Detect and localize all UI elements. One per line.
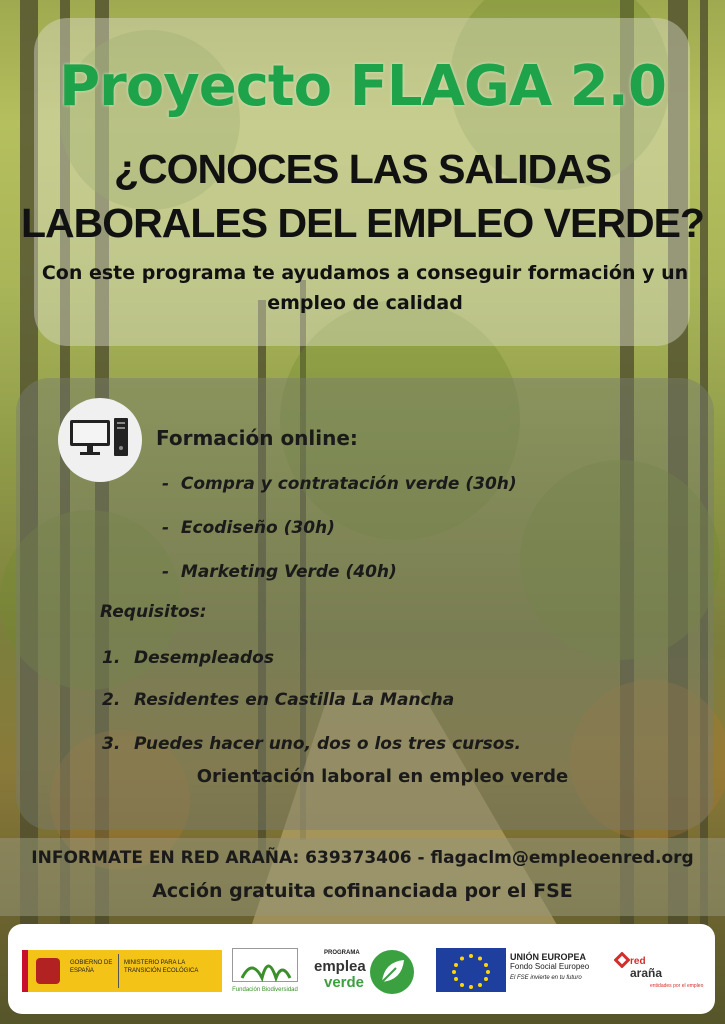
course-label: Ecodiseño (30h) [180, 518, 335, 538]
arana-text: araña [630, 966, 663, 980]
course-item: - Marketing Verde (40h) [162, 562, 397, 582]
eu-flag-icon [436, 948, 506, 992]
contact-info: INFORMATE EN RED ARAÑA: 639373406 - flagaclm@empleoenred.org [31, 848, 694, 868]
requirement-item: 3. Puedes hacer uno, dos o los tres cursos. [102, 734, 522, 754]
eu-title: UNIÓN EUROPEA [510, 952, 587, 962]
requirement-item: 1. Desempleados [102, 648, 274, 668]
course-item: - Compra y contratación verde (30h) [162, 474, 517, 494]
funding-note: Acción gratuita cofinanciada por el FSE [152, 880, 573, 902]
requirement-label: Puedes hacer uno, dos o los tres cursos. [134, 734, 522, 754]
subtitle: Con este programa te ayudamos a conseguir formación y un empleo de calidad [41, 262, 689, 314]
gobierno-logo [22, 950, 222, 992]
emplea-text: emplea [314, 958, 366, 975]
sponsor-logos-footer [8, 924, 715, 1014]
question-line-2: LABORALES DEL EMPLEO VERDE? [21, 200, 704, 246]
gobierno-text: GOBIERNO DE ESPAÑA [70, 960, 113, 974]
course-item: - Ecodiseño (30h) [162, 518, 335, 538]
red-arana-icon [614, 952, 630, 968]
verde-text: verde [324, 974, 365, 991]
computer-icon [68, 416, 132, 460]
programa-text: PROGRAMA [324, 950, 360, 956]
requirement-label: Desempleados [134, 648, 274, 668]
fundacion-text: Fundación Biodiversidad [232, 987, 298, 993]
ministerio-text: MINISTERIO PARA LA TRANSICIÓN ECOLÓGICA [124, 960, 199, 974]
eu-text-block [510, 952, 610, 981]
requirement-label: Residentes en Castilla La Mancha [134, 690, 455, 710]
course-label: Marketing Verde (40h) [180, 562, 397, 582]
orientation-text: Orientación laboral en empleo verde [196, 766, 569, 787]
red-text: red [630, 956, 646, 967]
red-arana-tagline: entidades por el empleo [650, 983, 704, 989]
grass-icon [232, 948, 298, 982]
red-arana-logo [614, 950, 710, 998]
leaf-icon [370, 950, 414, 994]
course-label: Compra y contratación verde (30h) [180, 474, 517, 494]
online-training-title: Formación online: [156, 426, 358, 450]
requirements-title: Requisitos: [100, 602, 207, 622]
computer-icon-circle [58, 398, 142, 482]
flag-stripe [22, 950, 28, 992]
question-line-1: ¿CONOCES LAS SALIDAS [113, 146, 612, 192]
page-title: Proyecto FLAGA 2.0 [59, 54, 666, 119]
eu-fund: Fondo Social Europeo [510, 962, 590, 971]
fundacion-logo [232, 948, 298, 1000]
emplea-verde-logo [312, 948, 422, 998]
coat-of-arms-icon [36, 958, 60, 984]
eu-motto: El FSE invierte en tu futuro [510, 975, 582, 981]
requirement-item: 2. Residentes en Castilla La Mancha [102, 690, 455, 710]
